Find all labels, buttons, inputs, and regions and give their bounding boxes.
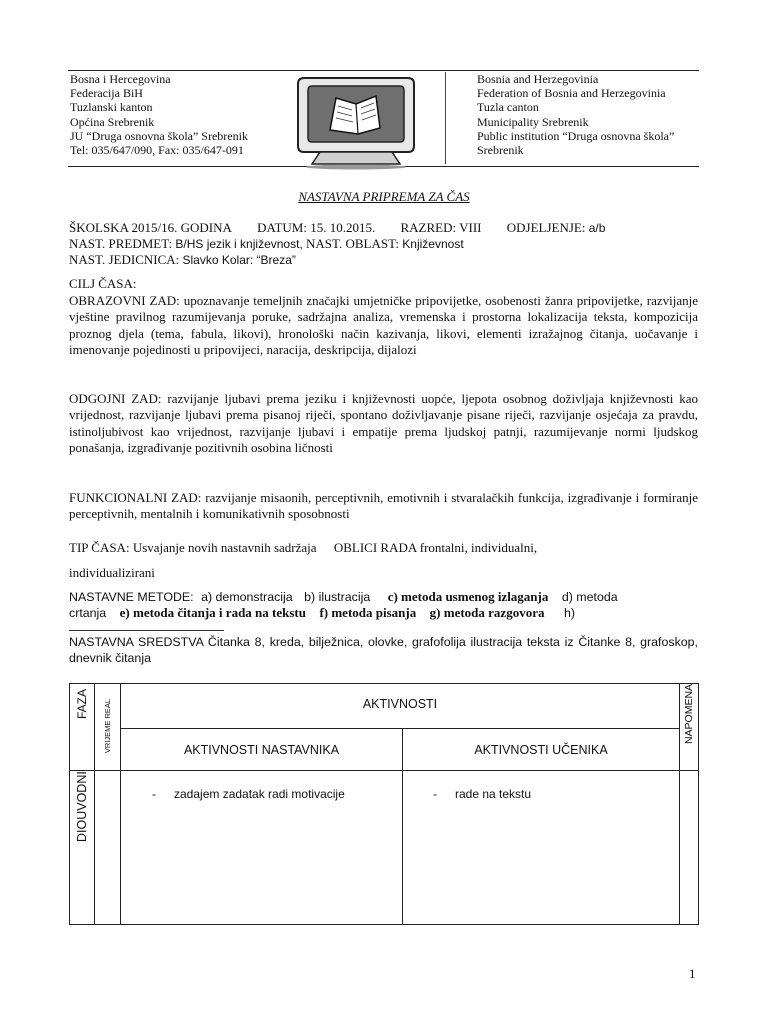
phase-header: FAZA: [75, 689, 89, 720]
work-forms-value: frontalni, individualni,: [419, 540, 538, 555]
info-line-1: [69, 220, 605, 236]
header-right-line: Municipality Srebrenik: [477, 114, 589, 129]
date: DATUM: 15. 10.2015.: [257, 220, 376, 235]
time-header: VRIJEME REAL: [103, 698, 112, 754]
table-border-top: [69, 683, 699, 684]
lesson-type-label: TIP ČASA:: [69, 540, 130, 555]
method-e: e) metoda čitanja i rada na tekstu: [119, 605, 306, 620]
method-a: a) demonstracija: [201, 590, 293, 604]
info-line-2: [69, 236, 464, 252]
class-section-value: a/b: [588, 221, 606, 235]
method-c: c) metoda usmenog izlaganja: [387, 589, 549, 604]
row-line-body: [69, 770, 699, 771]
header-left-line: Općina Srebrenik: [70, 114, 155, 129]
upbringing-goal: ODGOJNI ZAD: razvijanje ljubavi prema jeziku i književnosti uopće, ljepota osobnog doživljaja književnosti kao vrijednost, razvijanje ljubavi prema pisanoj riječi, spontano doživljavanje pisane riječi, razvijanje osjećaja za pravdu, istinoljubivost kao vrijednost, razvijanje ljubavi i empatije prema ljudskoj patnji, razumijevanje normi ljudskog ponašanja, izgrađivanje pozitivnih osobina ličnosti: [69, 391, 698, 456]
separator-line: [69, 630, 224, 631]
header-left-line: Tel: 035/647/090, Fax: 035/647-091: [70, 143, 244, 158]
teacher-activities-header: AKTIVNOSTI NASTAVNIKA: [183, 743, 340, 757]
header-top-rule: [68, 70, 699, 71]
subject-label: NAST. PREDMET:: [69, 236, 173, 251]
method-h: h): [563, 606, 575, 620]
method-b: b) ilustracija: [304, 590, 371, 604]
methods-line-1: [69, 589, 618, 605]
row-line-subheader: [120, 728, 679, 729]
subject-value: B/HS jezik i književnost,: [175, 237, 303, 251]
lesson-type-value: Usvajanje novih nastavnih sadržaja: [132, 540, 317, 555]
activities-table: [69, 683, 699, 925]
lesson-type-line: [69, 540, 537, 556]
document-title: NASTAVNA PRIPREMA ZA ČAS: [298, 189, 470, 204]
method-d: d) metoda: [561, 590, 618, 604]
activities-header: AKTIVNOSTI: [362, 697, 438, 711]
teaching-aids-value: Čitanka 8, kreda, bilježnica, olovke, grafofolija ilustracija teksta iz Čitanke 8, grafoskop, dnevnik čitanja: [69, 635, 698, 665]
info-line-3: [69, 252, 296, 268]
methods-line-2: [69, 605, 575, 621]
col-line-split: [402, 728, 403, 925]
student-item: rade na tekstu: [455, 787, 532, 801]
header-left-line: Federacija BiH: [70, 86, 143, 101]
page-number: 1: [689, 966, 696, 981]
header-left-line: Tuzlanski kanton: [70, 100, 153, 115]
class-section-label: ODJELJENJE:: [506, 220, 586, 235]
teacher-item: zadajem zadatak radi motivacije: [174, 787, 345, 801]
header-right-line: Federation of Bosnia and Herzegovinia: [477, 86, 666, 101]
student-activities-header: AKTIVNOSTI UČENIKA: [474, 743, 608, 757]
area-value: Književnost: [402, 237, 464, 251]
table-border-bottom: [69, 924, 699, 925]
header-left-line: JU “Druga osnovna škola” Srebrenik: [70, 128, 248, 143]
grade: RAZRED: VIII: [400, 220, 482, 235]
header-left-line: Bosna i Hercegovina: [70, 72, 171, 86]
work-forms-cont: individualizirani: [69, 565, 155, 580]
method-f: f) metoda pisanja: [319, 605, 417, 620]
header-right-line: Bosnia and Herzegovinia: [477, 72, 599, 86]
table-border-right: [698, 683, 699, 925]
notes-header: NAPOMENA: [683, 683, 695, 745]
school-year: ŠKOLSKA 2015/16. GODINA: [69, 220, 232, 235]
goal-heading: CILJ ČASA:: [69, 276, 137, 291]
col-line-faza: [94, 683, 95, 925]
student-item-bullet: -: [433, 787, 437, 801]
teaching-aids: [69, 634, 698, 666]
header-right-line: Public institution “Druga osnovna škola”: [477, 128, 675, 143]
area-label: NAST. OBLAST:: [306, 236, 400, 251]
phase-intro-label: DIOUVODNI: [75, 771, 89, 842]
method-g: g) metoda razgovora: [429, 605, 545, 620]
teaching-aids-label: NASTAVNA SREDSTVA: [69, 635, 204, 649]
methods-label: NASTAVNE METODE:: [69, 590, 194, 604]
col-line-napomena: [679, 683, 680, 925]
header-left-address: [70, 72, 248, 157]
header-divider: [445, 72, 446, 164]
unit-label: NAST. JEDICNICA:: [69, 252, 180, 267]
col-line-vrijeme: [120, 683, 121, 925]
header-right-line: Tuzla canton: [477, 100, 539, 115]
method-d-cont: crtanja: [69, 606, 107, 620]
work-forms-label: OBLICI RADA: [333, 540, 417, 555]
unit-value: Slavko Kolar: “Breza”: [182, 253, 296, 267]
school-logo-icon: [290, 72, 420, 170]
functional-goal: FUNKCIONALNI ZAD: razvijanje misaonih, perceptivnih, emotivnih i stvaralačkih funkcija, izgrađivanje i formiranje perceptivnih, mentalnih i komunikativnih sposobnosti: [69, 490, 698, 522]
table-border-left: [69, 683, 70, 925]
teacher-item-bullet: -: [152, 787, 156, 801]
header-right-line: Srebrenik: [477, 143, 524, 158]
header-right-address: [477, 72, 674, 157]
educational-goal: OBRAZOVNI ZAD: upoznavanje temeljnih značajki umjetničke pripovijetke, osobenosti žanra pripovijetke, razvijanje vještine pravilnog razumijevanja poruke, sadržajna analiza, vremenska i prostorna lokalizacija teksta, kompozicija proznog djela (tema, fabula, likovi), hronološki način kazivanja, likovi, elementi izražajnog čitanja, uočavanje i imenovanje pojedinosti u pripovijeci, naracija, deskripcija, dijalozi: [69, 293, 698, 358]
